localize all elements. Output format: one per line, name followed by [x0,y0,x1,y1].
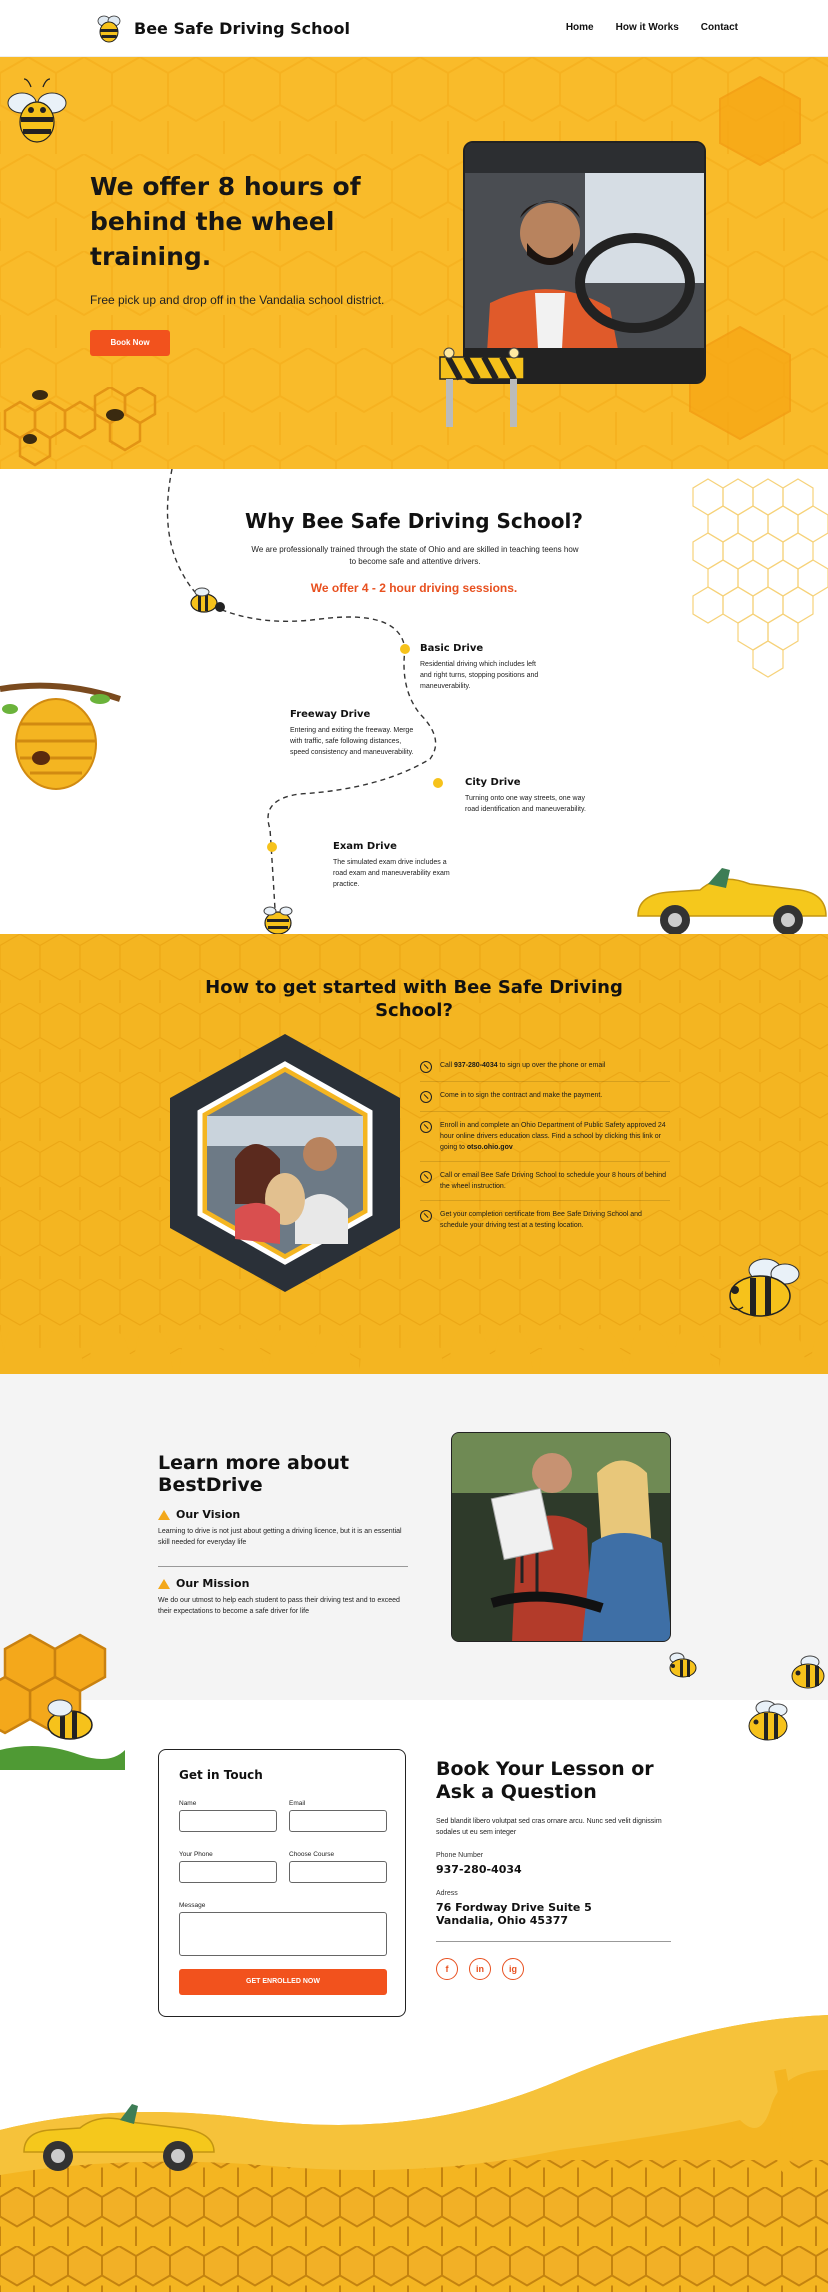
get-started-title: How to get started with Bee Safe Driving School? [205,977,623,1021]
step-item [420,1052,670,1082]
course-select[interactable] [289,1861,387,1883]
message-label: Message [179,1902,206,1909]
honeycomb-bee-illustration [0,1630,125,1770]
divider [436,1941,671,1942]
email-label: Email [289,1800,306,1807]
brand-logo[interactable] [92,11,350,45]
address-line-1: 76 Fordway Drive Suite 5 [436,1901,592,1914]
warning-icon [158,1510,170,1520]
message-textarea[interactable] [179,1912,387,1956]
hero-title: We offer 8 hours of behind the wheel training. [90,172,361,271]
contact-description: Sed blandit libero volutpat sed cras ornare arcu. Nunc sed velit dignissim sodales ut eu sem integer [436,1818,662,1836]
mission-text: We do our utmost to help each student to pass their driving test and to exceed their expectations to become a safe driver for life [158,1597,400,1615]
step-title: Exam Drive [333,841,397,852]
step-text: Enroll in and complete an Ohio Department of Public Safety approved 24 hour online drivers education class. Find a school by clicking this link or going to [440,1122,666,1151]
step-item [420,1082,670,1112]
book-now-button[interactable]: Book Now [90,330,170,356]
step-item [420,1201,670,1239]
step-text: Turning onto one way streets, one way road identification and maneuverability. [465,795,586,813]
step-basic-drive [420,643,545,692]
step-text: Call or email Bee Safe Driving School to schedule your 8 hours of behind the wheel instruction. [440,1172,667,1190]
hero-subtitle: Free pick up and drop off in the Vandalia school district. [90,293,385,307]
why-title: Why Bee Safe Driving School? [245,509,583,533]
no-entry-icon [420,1210,432,1222]
why-section [0,469,828,934]
step-exam-drive [333,841,458,890]
get-started-section [0,934,828,1374]
no-entry-icon [420,1171,432,1183]
facebook-icon[interactable]: f [436,1958,458,1980]
course-label: Choose Course [289,1851,335,1858]
name-input[interactable] [179,1810,277,1832]
phone-label: Your Phone [179,1851,213,1858]
brand-name: Bee Safe Driving School [134,18,351,38]
step-city-drive [465,777,590,815]
instructor-photo [451,1432,671,1642]
linkedin-icon[interactable]: in [469,1958,491,1980]
step-text: Entering and exiting the freeway. Merge with traffic, safe following distances, speed consistency and maneuverability. [290,727,414,756]
no-entry-icon [420,1091,432,1103]
contact-info [436,1758,671,1980]
phone-input[interactable] [179,1861,277,1883]
honeycomb-bees-illustration [0,387,180,467]
bee-logo-icon [92,11,126,45]
social-links [436,1958,671,1980]
contact-title: Book Your Lesson or Ask a Question [436,1758,654,1803]
phone-number[interactable]: 937-280-4034 [436,1863,522,1876]
step-text: Get your completion certificate from Bee Safe Driving School and schedule your driving test at a testing location. [440,1211,642,1229]
step-title: Basic Drive [420,643,484,654]
mission-heading [158,1577,408,1590]
mission-block [158,1577,408,1617]
get-enrolled-button[interactable]: GET ENROLLED NOW [179,1969,387,1995]
why-description: We are professionally trained through the state of Ohio and are skilled in teaching teens how to become safe and attentive drivers. [251,545,579,566]
hero-section [0,57,828,469]
mission-title: Our Mission [176,1577,250,1590]
bee-mascot-icon [710,1252,806,1322]
step-freeway-drive [290,709,415,758]
beehive-branch-illustration [0,669,130,799]
yellow-convertible-car-icon [630,854,828,944]
phone-number-label: Phone Number [436,1852,484,1859]
no-entry-icon [420,1121,432,1133]
step-title: Freeway Drive [290,709,371,720]
small-bee-icon [786,1652,828,1694]
nav-links [566,22,738,33]
small-bee-icon [742,1698,794,1744]
step-text: Call [440,1062,455,1069]
email-input[interactable] [289,1810,387,1832]
otso-link[interactable]: otso.ohio.gov [466,1144,513,1151]
vision-text: Learning to drive is not just about getting a driving licence, but it is an essential skill needed for everyday life [158,1528,402,1546]
step-text: Come in to sign the contract and make the payment. [440,1092,603,1099]
nav-home-link[interactable]: Home [565,22,594,33]
small-bee-icon [663,1650,701,1680]
family-car-hexagon-photo [170,1034,400,1292]
step-title: City Drive [465,777,521,788]
why-offer-text: We offer 4 - 2 hour driving sessions. [310,581,518,595]
contact-form [158,1749,406,2017]
footer-honey-decoration [0,2010,828,2292]
step-text: The simulated exam drive includes a road exam and maneuverability exam practice. [333,859,450,888]
bee-mascot-icon [0,77,74,147]
no-entry-icon [420,1061,432,1073]
step-text: Residential driving which includes left and right turns, stopping positions and maneuverability. [420,661,539,690]
form-title: Get in Touch [179,1768,263,1782]
divider [158,1566,408,1567]
instagram-icon[interactable]: ig [502,1958,524,1980]
vision-heading [158,1508,408,1521]
step-text: to sign up over the phone or email [497,1062,606,1069]
top-navigation [0,0,828,57]
nav-how-it-works-link[interactable]: How it Works [615,22,679,33]
vision-block [158,1508,408,1548]
step-item [420,1162,670,1201]
warning-icon [158,1579,170,1589]
nav-contact-link[interactable]: Contact [700,22,738,33]
address-label: Adress [436,1890,458,1897]
address-line-2: Vandalia, Ohio 45377 [436,1914,569,1927]
vision-title: Our Vision [176,1508,241,1521]
name-label: Name [179,1800,197,1807]
road-barrier-icon [430,347,534,427]
get-started-steps [420,1052,670,1239]
step-item [420,1112,670,1162]
phone-link[interactable]: 937-280-4034 [454,1062,498,1069]
learn-title: Learn more about BestDrive [158,1452,350,1496]
